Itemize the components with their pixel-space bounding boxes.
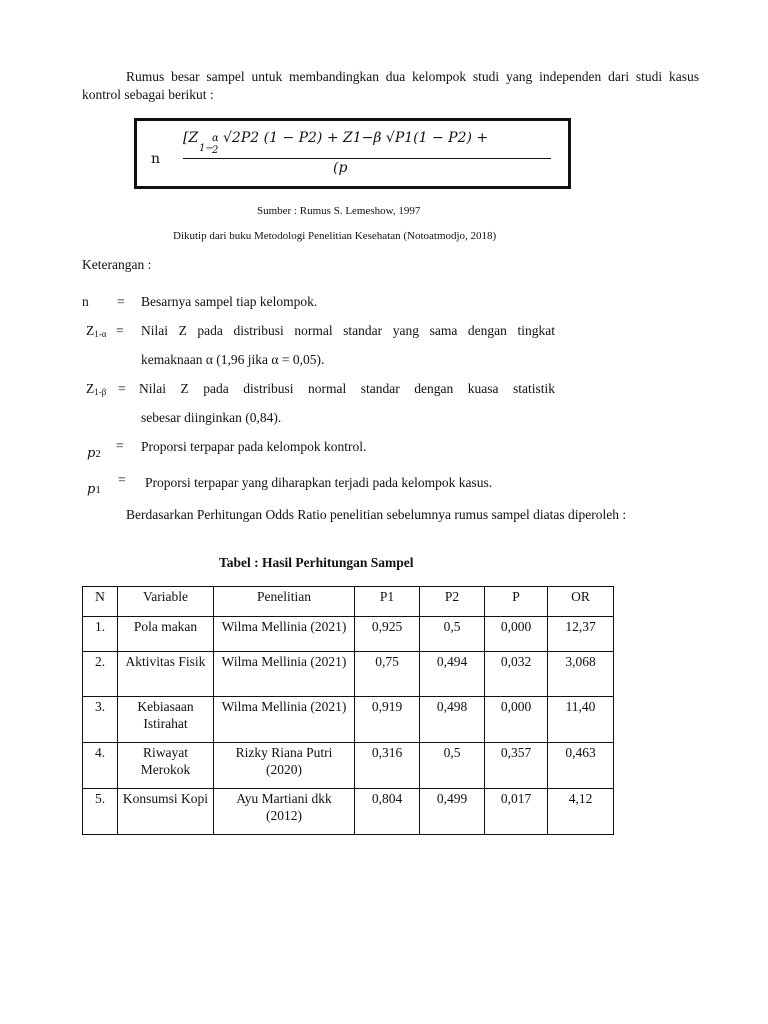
- header-n: N: [83, 587, 118, 617]
- cell-or: 4,12: [548, 789, 614, 835]
- legend-z1b-desc-line2: sebesar diinginkan (0,84).: [141, 410, 282, 425]
- formula-lhs: n: [151, 151, 161, 167]
- closing-paragraph: Berdasarkan Perhitungan Odds Ratio penelitian sebelumnya rumus sampel diatas diperoleh :: [126, 507, 627, 522]
- table-row: [83, 743, 614, 789]
- cell-p2: 0,494: [420, 652, 485, 697]
- formula-numerator-rest: √2P2 (1 − P2) + Z1−β √P1(1 − P2) +: [223, 130, 489, 146]
- cell-p2: 0,5: [420, 743, 485, 789]
- cell-p2: 0,5: [420, 617, 485, 652]
- cell-penelitian: Rizky Riana Putri (2020): [214, 743, 355, 789]
- cited-caption: Dikutip dari buku Metodologi Penelitian Kesehatan (Notoatmodjo, 2018): [173, 230, 497, 242]
- cell-or: 3,068: [548, 652, 614, 697]
- cell-n: 1.: [83, 617, 118, 652]
- legend-n-desc: Besarnya sampel tiap kelompok.: [141, 294, 318, 309]
- sample-table: [82, 586, 614, 835]
- legend-n-symbol: n: [82, 294, 89, 309]
- legend-p1-eq: =: [118, 472, 126, 487]
- cell-p1: 0,925: [355, 617, 420, 652]
- table-title: Tabel : Hasil Perhitungan Sampel: [219, 555, 414, 570]
- cell-n: 3.: [83, 697, 118, 743]
- cell-p: 0,000: [485, 617, 548, 652]
- header-variable: Variable: [118, 587, 214, 617]
- cell-variable: Aktivitas Fisik: [118, 652, 214, 697]
- cell-penelitian: Wilma Mellinia (2021): [214, 652, 355, 697]
- formula-alpha-num: α: [212, 133, 219, 144]
- table-row: [83, 617, 614, 652]
- cell-p1: 0,75: [355, 652, 420, 697]
- cell-p2: 0,498: [420, 697, 485, 743]
- table-header-row: [83, 587, 614, 617]
- header-or: OR: [548, 587, 614, 617]
- cell-variable: Riwayat Merokok: [118, 743, 214, 789]
- formula-numerator-start: [Z: [183, 130, 199, 146]
- legend-z1a-desc-line1: Nilai Z pada distribusi normal standar yang sama dengan tingkat: [141, 323, 555, 338]
- table-row: [83, 789, 614, 835]
- cell-p1: 0,919: [355, 697, 420, 743]
- cell-variable: Pola makan: [118, 617, 214, 652]
- formula-sub-prefix: 1−: [199, 143, 214, 154]
- keterangan-label: Keterangan :: [82, 257, 152, 272]
- legend-p1-symbol: p1: [87, 482, 101, 497]
- legend-z1a-symbol: $Z_{1-\alpha}$: [86, 323, 107, 339]
- cell-p: 0,000: [485, 697, 548, 743]
- header-p: P: [485, 587, 548, 617]
- cell-variable: Kebiasaan Istirahat: [118, 697, 214, 743]
- cell-p2: 0,499: [420, 789, 485, 835]
- header-penelitian: Penelitian: [214, 587, 355, 617]
- table-row: [83, 697, 614, 743]
- legend-n-eq: =: [117, 294, 125, 309]
- cell-or: 12,37: [548, 617, 614, 652]
- cell-n: 4.: [83, 743, 118, 789]
- legend-z1a-eq: =: [116, 323, 124, 338]
- legend-z1b-eq: =: [118, 381, 126, 396]
- legend-z1b-symbol: $Z_{1-\beta}$: [86, 381, 107, 397]
- formula-alpha-den: 2: [212, 145, 219, 156]
- cell-penelitian: Wilma Mellinia (2021): [214, 697, 355, 743]
- cell-p: 0,017: [485, 789, 548, 835]
- source-caption: Sumber : Rumus S. Lemeshow, 1997: [257, 205, 421, 217]
- table-row: [83, 652, 614, 697]
- intro-paragraph: Rumus besar sampel untuk membandingkan dua kelompok studi yang independen dari studi kasus kontrol sebagai berikut :: [82, 69, 699, 102]
- legend-p2-eq: =: [116, 438, 124, 453]
- formula-box: [134, 118, 571, 189]
- cell-or: 0,463: [548, 743, 614, 789]
- header-p1: P1: [355, 587, 420, 617]
- cell-p1: 0,316: [355, 743, 420, 789]
- cell-n: 2.: [83, 652, 118, 697]
- cell-p1: 0,804: [355, 789, 420, 835]
- formula-denominator: (p: [333, 160, 348, 176]
- cell-n: 5.: [83, 789, 118, 835]
- cell-p: 0,357: [485, 743, 548, 789]
- header-p2: P2: [420, 587, 485, 617]
- fraction-bar: [183, 158, 551, 159]
- legend-z1a-desc-line2: kemaknaan α (1,96 jika α = 0,05).: [141, 352, 325, 367]
- cell-variable: Konsumsi Kopi: [118, 789, 214, 835]
- cell-or: 11,40: [548, 697, 614, 743]
- cell-penelitian: Ayu Martiani dkk (2012): [214, 789, 355, 835]
- legend-p2-symbol: p2: [87, 446, 101, 461]
- legend-p1-desc: Proporsi terpapar yang diharapkan terjadi pada kelompok kasus.: [145, 475, 493, 490]
- cell-p: 0,032: [485, 652, 548, 697]
- legend-z1b-desc-line1: Nilai Z pada distribusi normal standar dengan kuasa statistik: [139, 381, 555, 396]
- cell-penelitian: Wilma Mellinia (2021): [214, 617, 355, 652]
- legend-p2-desc: Proporsi terpapar pada kelompok kontrol.: [141, 439, 367, 454]
